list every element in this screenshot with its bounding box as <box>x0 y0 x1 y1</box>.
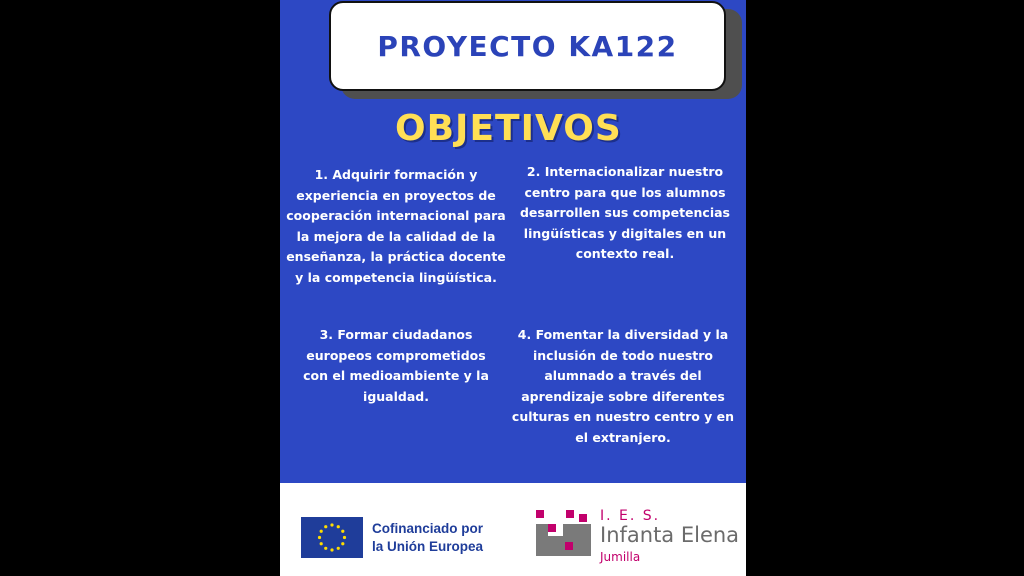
objective-3: 3. Formar ciudadanos europeos comprometidos con el medioambiente y la igualdad. <box>303 327 489 404</box>
ies-logo-icon <box>536 510 591 556</box>
sponsor-footer <box>280 483 746 576</box>
page-title: PROYECTO KA122 <box>377 29 678 63</box>
objective-1: 1. Adquirir formación y experiencia en proyectos de cooperación internacional para la mejora de la calidad de la enseñanza, la práctica docente y la competencia lingüística. <box>286 167 506 285</box>
school-name: Infanta Elena <box>600 523 740 547</box>
school-abbr: I. E. S. <box>600 508 661 524</box>
eu-flag-icon <box>301 517 363 558</box>
eu-funding-line-2: la Unión Europea <box>372 539 484 554</box>
objective-4: 4. Fomentar la diversidad y la inclusión de todo nuestro alumnado a través del aprendizaje sobre diferentes culturas en nuestro centro y en el extranjero. <box>511 327 735 445</box>
objective-2: 2. Internacionalizar nuestro centro para que los alumnos desarrollen sus competencias lingüísticas y digitales en un contexto real. <box>519 164 731 262</box>
poster <box>280 0 746 576</box>
title-box <box>329 1 726 91</box>
objectives-heading: OBJETIVOS <box>395 108 622 149</box>
eu-funding-text <box>372 520 522 556</box>
eu-funding-line-1: Cofinanciado por <box>372 521 483 536</box>
school-town: Jumilla <box>600 550 641 564</box>
